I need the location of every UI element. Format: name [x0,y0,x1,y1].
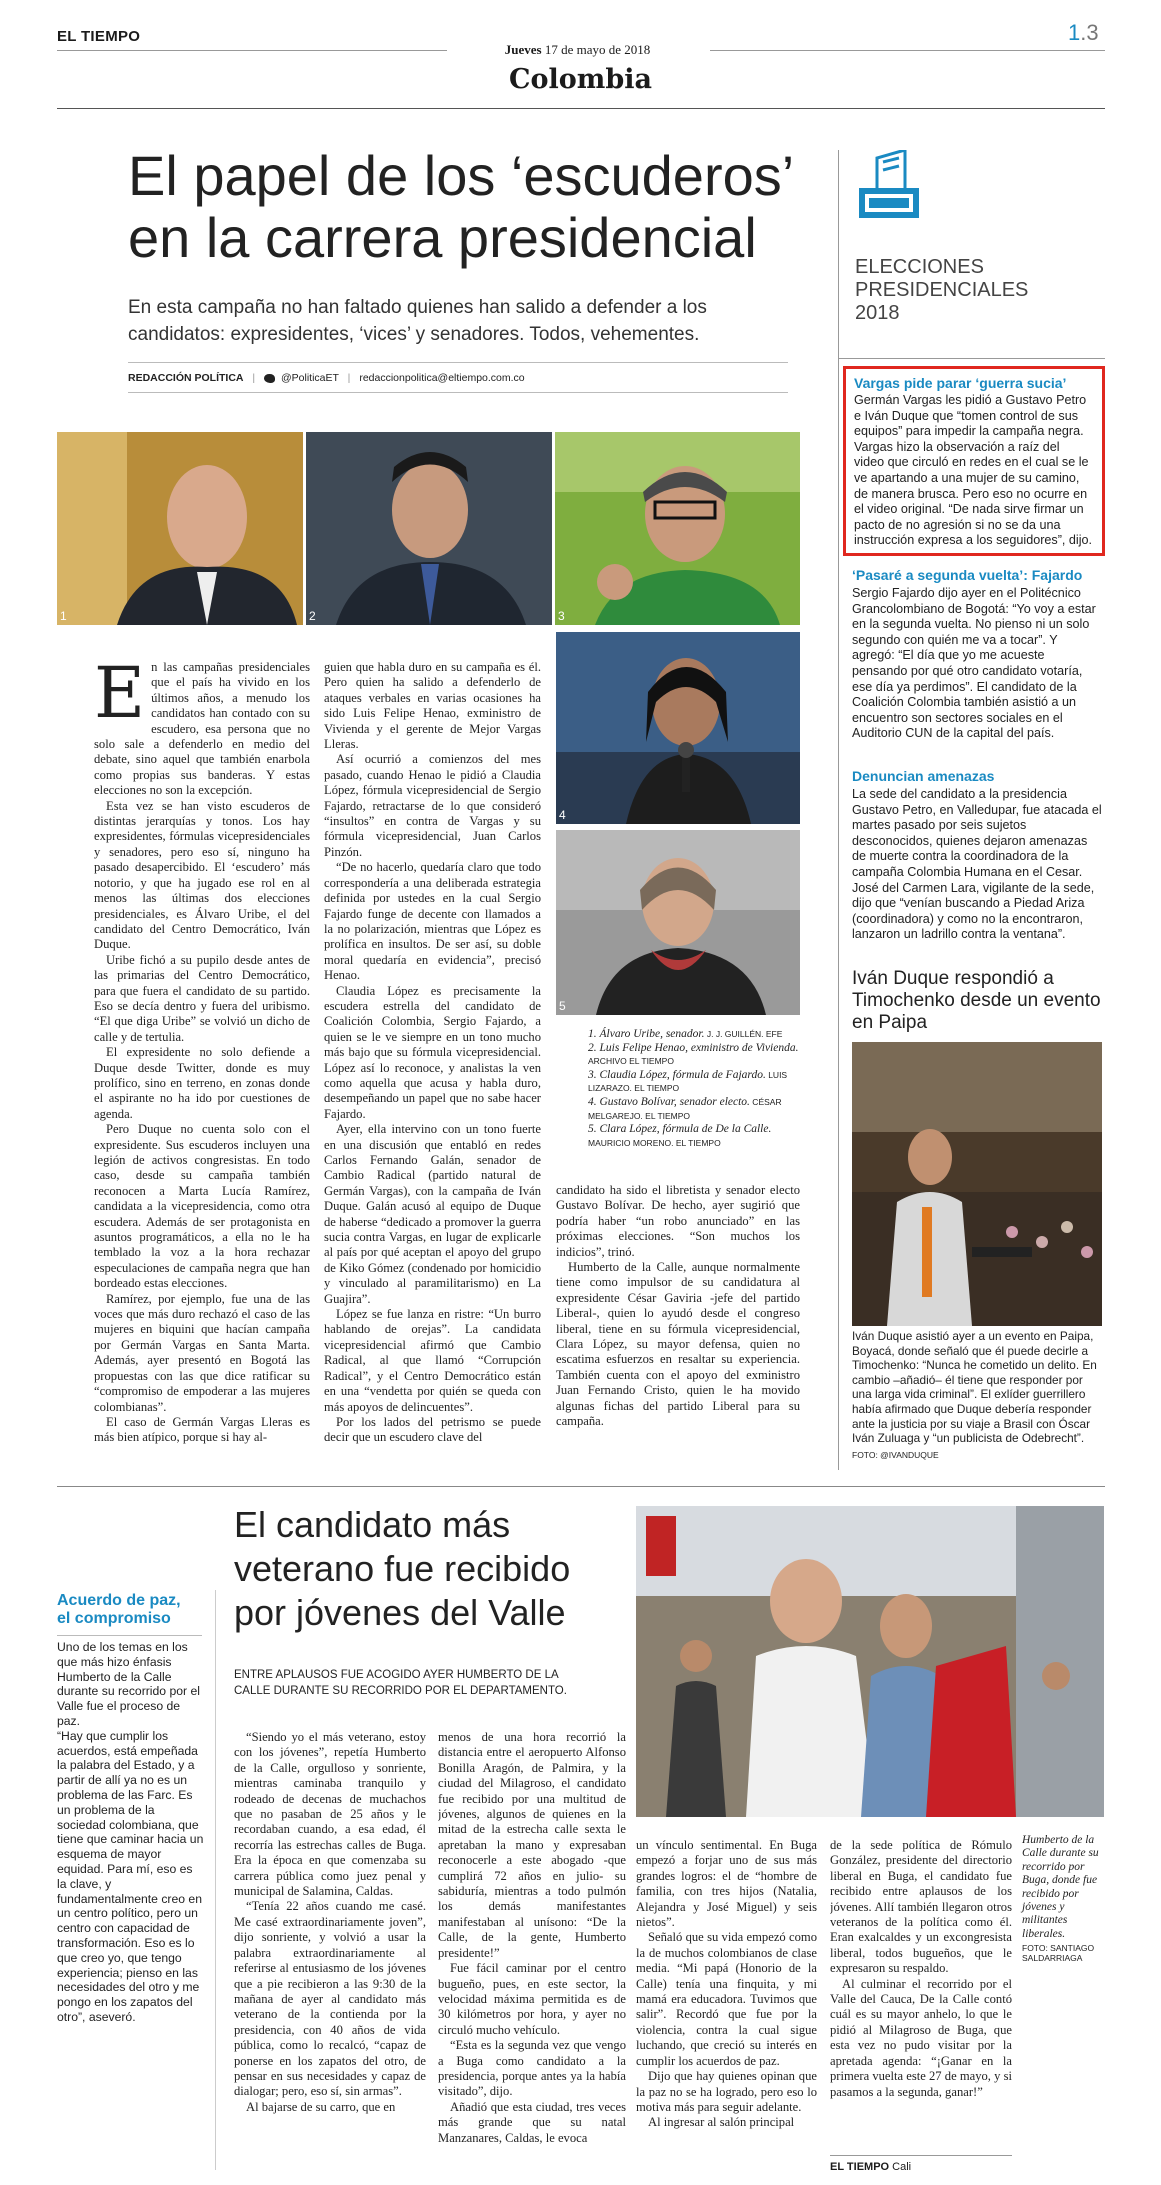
byline-sep-2: | [347,372,351,384]
page-number [1068,20,1099,46]
sidebar-item-amenazas [852,768,1102,943]
peace-sidebar-title-line-2: el compromiso [57,1610,171,1627]
article2-col3-p3: Dijo que hay quienes opinan que la paz no se ha logrado, pero eso lo motiva más para seguir adelante. [636,2069,817,2114]
article-col1-p2: Uribe fichó a su pupilo desde antes de las primarias del Centro Democrático, para que fuera el candidato de su partido. Eso se decía dentro y fuera del uribismo. “El que diga Uribe” se volvió un dicho de calle y de tertulia. [94,952,310,1044]
article2-col1-p3: Al bajarse de su carro, que en [246,2099,396,2114]
sidebar-item-vargas [843,366,1105,556]
article2-title-line-1: El candidato más [234,1504,511,1545]
elections-label [855,256,1028,325]
section-divider [57,1486,1105,1487]
article-col1-p5: Ramírez, por ejemplo, fue una de las voces que más duro rechazó el caso de las mujeres en biquini que hacían campaña por Germán Vargas en Santa Marta. Además, ayer presentó en Bogotá las propuestas con las que dice ratificar su “compromiso de empoderar a las mujeres colombianas”. [94,1291,310,1414]
article-col2-p7: Por los lados del petrismo se puede decir que un escudero clave del [324,1414,541,1445]
header-line-left [57,50,447,51]
brand-logo: EL TIEMPO [57,28,141,45]
byline-twitter[interactable]: @PoliticaET [281,372,339,384]
article-title-line-1: El papel de los ‘escuderos’ [128,144,795,207]
caption-4: 4. Gustavo Bolívar, senador electo. CÉSAR MELGAREJO. EL TIEMPO [588,1095,782,1121]
duque-caption-text: Iván Duque asistió ayer a un evento en Paipa, Boyacá, donde señaló que él puede decirle a Timochenko: “Nunca he cometido un delito. En cambio –añadió– él tiene que responder por una larga vida criminal”. El exlíder guerrillero había afirmado que Duque debería responder ante la justicia por su viaje a Brasil con Óscar Iván Zuluaga y “un publicista de Odebrecht”. [852,1329,1097,1446]
photo-number-1: 1 [60,609,67,623]
signature-city: Cali [889,2161,912,2173]
article2-col2-p1: menos de una hora recorrió la distancia entre el aeropuerto Alfonso Bonilla Aragón, de Palmira, y la ciudad del Milagroso, el candidato fue recibido por una multitud de jóvenes, algunos de quienes en la mitad de la estrecha calle sexta le apretaban la mano y expresaban reconocerle a este abogado -que cumplirá 72 años en julio- su sabiduría, mientras a todo pulmón los demás manifestantes manifestaban al unísono: “De la Calle, de la gente, Humberto presidente!” [438,1730,626,1960]
article2-col3-p1: un vínculo sentimental. En Buga empezó a forjar uno de sus más grandes logros: el de “hombre de familia, con tres hijos (Natalia, Alejandra y José Miguel) y seis nietos”. [636,1838,817,1930]
duque-headline: Iván Duque respondió a Timochenko desde un evento en Paipa [852,968,1101,1033]
photo-de-la-calle [636,1506,1104,1817]
article2-col2-p3: “Esta es la segunda vez que vengo a Buga como candidato a la presidencia, porque antes ya la había visitado”, dijo. [438,2038,626,2099]
peace-sidebar-text [57,1640,204,2025]
article-col2-p2: Así ocurrió a comienzos del mes pasado, cuando Henao le pidió a Claudia López, fórmula vicepresidencial de Sergio Fajardo, retractarse de lo que consideró “insultos” en contra de Vargas y su fórmula vicepresidencial, Juan Carlos Pinzón. [324,752,541,859]
peace-sidebar-p2: “Hay que cumplir los acuerdos, está empeñada la palabra del Estado, y a partir de allí ya no es un problema de las Farc. Es un problema de la sociedad colombiana, que tiene que caminar hacia un esquema de mayor equidad. Para mí, eso es la clave, y fundamentalmente creo en un centro político, pero un centro con capacidad de transformación. Eso es lo que creo yo, que tengo experiencia; pienso en las necesidades del otro y me pongo en los zapatos del otro”, aseveró. [57,1728,204,2024]
article2-col2-p2: Fue fácil caminar por el centro bugueño, pues, en este sector, la velocidad máxima permitida es de 30 kilómetros por hora, y ayer no circuló mucho vehículo. [438,1961,626,2037]
peace-sidebar-divider [215,1590,216,2170]
article2-title-line-2: veterano fue recibido [234,1548,571,1589]
sidebar-item-amenazas-title: Denuncian amenazas [852,768,995,784]
ballot-box-icon [855,150,927,220]
caption-2: 2. Luis Felipe Henao, exministro de Vivienda. ARCHIVO EL TIEMPO [588,1041,799,1067]
issue-day: Jueves [504,42,542,57]
article-col1-p3: El expresidente no solo defiende a Duque desde Twitter, donde es muy prolífico, sino en terreno, en zonas donde el aspirante no ha ido por cuestiones de agenda. [94,1045,310,1121]
article-col2-p6: López se fue lanza en ristre: “Un burro hablando de orejas”. La candidata vicepresidencial afirmó que Cambio Radical, al que llamó “Corrupción Radical”, y el Centro Democrático están en una “vendetta por quién se queda con más apoyos de delincuentes”. [324,1307,541,1414]
twitter-icon [264,374,275,383]
sidebar-item-fajardo-text: Sergio Fajardo dijo ayer en el Politécnico Grancolombiano de Bogotá: “Yo voy a estar en la segunda vuelta. No pienso ni un solo segundo con quién me va a tocar”. Y agregó: “El día que yo me acueste pensando por qué otro candidato votaría, ese día ya perdimos”. El candidato de la Coalición Colombia también asistió a un encuentro son sectores sociales en el Auditorio CUN de la capital del país. [852,586,1096,741]
article2-column-4 [830,1838,1012,2138]
article2-col3-p2: Señaló que su vida empezó como la de muchos colombianos de clase media. “Mi papá (Honorio de la Calle) tenía una finquita, y mi mamá era educadora. Tuvimos que salir”. Recordó que fue por la violencia, contra la cual sigue luchando, que creció su interés en cumplir los acuerdos de paz. [636,1930,817,2068]
article2-col2-p4: Añadió que esta ciudad, tres veces más grande que su natal Manzanares, Caldas, le evoca [438,2099,626,2145]
article2-col3-p4: Al ingresar al salón principal [648,2115,795,2130]
sidebar-divider [838,150,839,1470]
article2-title-line-3: por jóvenes del Valle [234,1592,566,1633]
article-title-line-2: en la carrera presidencial [128,206,757,269]
peace-sidebar-title [57,1592,217,1628]
photo-claudia-lopez [555,432,800,625]
article-subtitle: En esta campaña no han faltado quienes han salido a defender a los candidatos: expresidentes, ‘vices’ y senadores. Todos, vehementes. [128,297,707,345]
article-column-2 [324,660,541,1465]
photo-number-4: 4 [559,808,566,822]
header-line-right [710,50,1105,51]
article-col2-p3: “De no hacerlo, quedaría claro que todo correspondería a una deliberada estrategia definida por ustedes en la cual Sergio Fajardo funge de decente con llamados a la no polarización, mientras que López es prolífica en insultos. De ser así, su doble moral quedaría en evidencia”, precisó Henao. [324,860,541,983]
article-col1-p4: Pero Duque no cuenta solo con el expresidente. Sus escuderos incluyen una legión de activos congresistas. En todo caso, desde su campaña también reconocen a Marta Lucía Ramírez, candidata a la vicepresidencia, como otra escudera. Además de ser protagonista en asuntos programáticos, a ella no le ha temblado la voz a la hora rechazar especulaciones de campaña negra que han bordeado estas elecciones. [94,1122,310,1291]
byline-sep-1: | [252,372,256,384]
caption-5: 5. Clara López, fórmula de De la Calle. MAURICIO MORENO. EL TIEMPO [588,1123,772,1148]
peace-sidebar-p1: Uno de los temas en los que más hizo énfasis Humberto de la Calle durante su recorrido por el Valle fue el proceso de paz. [57,1640,200,1728]
article-col3-p2: Humberto de la Calle, aunque normalmente tiene como impulsor de su candidatura al expresidente César Gaviria -jefe del partido Liberal-, quien lo ayudó desde el congreso liberal, tiene en su fórmula vicepresidencial, Clara López, su mayor defensa, quien no escatima esfuerzos en resaltar su experiencia. También cuenta con el apoyo del exministro Juan Fernando Cristo, quien le ha movido algunas fichas del partido Liberal para su campaña. [556,1260,800,1429]
de-la-calle-caption-text: Humberto de la Calle durante su recorrido por Buga, donde fue recibido por jóvenes y militantes liberales. [1022,1834,1099,1940]
article-col2-p4: Claudia López es precisamente la escudera estrella del candidato de Coalición Colombia, Sergio Fajardo, a quien se le ve siempre en un tono mucho más bajo que su fórmula vicepresidencial. López así lo reconoce, y analistas la ven como aquella que acusa y habla duro, desempeñando un papel que no sabe hacer Fajardo. [324,983,541,1121]
byline-rule-top [128,362,788,363]
article2-title [234,1503,570,1635]
article2-col4-p2: Al culminar el recorrido por el Valle del Cauca, De la Calle contó cuál es su mayor anhelo, lo que le pidió al Milagroso de Buga, que esta vez no pudo visitar por la apretada agenda: “¡Ganar en la primera vuelta este 27 de mayo, y si pasamos a la segunda, ganar!” [830,1976,1012,2099]
article2-col1-p2: “Tenía 22 años cuando me casé. Me casé extraordinariamente joven”, dijo sonriente, y volvió a usar la palabra extraordinariamente al referirse al entusiasmo de los jóvenes que a pie recibieron a las 9:30 de la mañana de ayer al candidato más veterano de la contienda por la presidencia, con 40 años de vida pública, como lo recalcó, “capaz de ponerse en los zapatos del otro, de pensar en sus necesidades y capaz de dialogar; pero, eso sí, sin armas”. [234,1899,426,2099]
duque-caption-credit: FOTO: @IVANDUQUE [852,1449,939,1460]
section-rule [57,108,1105,109]
elections-label-line-1: ELECCIONES [855,256,984,278]
article-title [128,145,794,269]
photo-henao [306,432,552,625]
elections-label-line-2: PRESIDENCIALES [855,279,1029,301]
photo-number-5: 5 [559,999,566,1013]
caption-1: 1. Álvaro Uribe, senador. J. J. GUILLÉN. EFE [588,1028,783,1040]
de-la-calle-caption-credit: FOTO: SANTIAGO SALDARRIAGA [1022,1943,1095,1964]
article-col1-lead: n las campañas presidenciales que el país ha vivido en los últimos años, a menudo los candidatos han contado con su escudero, esa persona que no solo sale a defenderlo en medio del debate, sino aquel que también enarbola como propias sus banderas. Y estas elecciones no son la excepción. [94,660,310,798]
byline-email[interactable]: redaccionpolitica@eltiempo.com.co [359,372,525,384]
article-col2-p1: guien que habla duro en su campaña es él. Pero quien ha salido a defenderlo de ataques verbales en varias ocasiones ha sido Luis Felipe Henao, exministro de Vivienda y el gerente de Mejor Vargas Lleras. [324,660,541,752]
sidebar-item-vargas-text: Germán Vargas les pidió a Gustavo Petro e Iván Duque que “tomen control de sus equipos” para impedir la campaña negra. Vargas hizo la observación a raíz del video que circuló en redes en el cual se le ve apartando a una mujer de su camino, de manera brusca. Pero eso no ocurre en el video original. “De nada sirve firmar un pacto de no agresión si no se da una instrucción expresa a los seguidores”, dijo. [854,393,1093,548]
article2-column-1 [234,1730,426,2170]
photo-number-3: 3 [558,609,565,623]
caption-3: 3. Claudia López, fórmula de Fajardo. LUIS LIZARAZO. EL TIEMPO [588,1068,788,1094]
photo-captions [588,1028,803,1150]
article-col2-p5: Ayer, ella intervino con un tono fuerte en una discusión que entabló en redes Carlos Fernando Galán, senador de Cambio Radical (partido natural de Germán Vargas), con la campaña de Iván Duque. Galán acusó al equipo de Duque de haberse “dedicado a promover la guerra sucia contra Vargas, en lugar de explicarle al país por qué aceptan el apoyo del grupo de Kiko Gómez (condenado por homicidio y vinculado al paramilitarismo) en La Guajira”. [324,1122,541,1306]
drop-cap: E [94,660,146,734]
photo-clara-lopez [556,830,800,1015]
article2-signature [830,2161,911,2173]
article2-column-3 [636,1838,817,2170]
byline [128,372,525,384]
page-number-minor: .3 [1080,20,1099,45]
duque-caption [852,1329,1102,1462]
signature-brand: EL TIEMPO [830,2161,890,2173]
issue-date-rest: 17 de mayo de 2018 [544,42,651,57]
sidebar-item-fajardo [852,567,1102,742]
elections-label-line-3: 2018 [855,302,900,324]
sidebar-item-amenazas-text: La sede del candidato a la presidencia Gustavo Petro, en Valledupar, fue atacada el martes pasado por seis sujetos desconocidos, quienes dejaron amenazas de muerte contra la coordinadora de la campaña Colombia Humana en el Cesar. José del Carmen Lara, vigilante de la sede, dijo que “venían buscando a Piedad Ariza (coordinadora) y como no la encontraron, lanzaron un ladrillo contra la ventana”. [852,787,1102,942]
article2-column-2 [438,1730,626,2170]
article2-kicker: ENTRE APLAUSOS FUE ACOGIDO AYER HUMBERTO DE LA CALLE DURANTE SU RECORRIDO POR EL DEPARTAMENTO. [234,1669,567,1697]
section-title: Colombia [509,64,652,95]
sidebar-item-fajardo-title: ‘Pasaré a segunda vuelta’: Fajardo [852,567,1083,583]
de-la-calle-caption [1022,1834,1106,1963]
article-column-3 [556,1183,800,1465]
signature-rule [830,2155,1012,2156]
sidebar-item-vargas-title: Vargas pide parar ‘guerra sucia’ [854,375,1067,391]
photo-bolivar [556,632,800,824]
article2-col1-p1: “Siendo yo el más veterano, estoy con los jóvenes”, repetía Humberto de la Calle, orgulloso y sonriente, mientras caminaba tranquilo y rodeado de decenas de muchachos que no pasaban de 25 años y le recordaban cuando, a esa edad, él recorría las estrechas calles de Buga. Era la época en que comenzaba su carrera pública como juez penal y municipal de Salamina, Caldas. [234,1730,426,1899]
peace-sidebar-rule [57,1635,202,1636]
byline-rule-bottom [128,392,788,393]
article-col1-p6: El caso de Germán Vargas Lleras es más bien atípico, porque si hay al- [94,1414,310,1445]
article-col3-p1: candidato ha sido el libretista y senador electo Gustavo Bolívar. De hecho, ayer sugirió que podría haber “un robo anunciado” en las próximas elecciones. “Son muchos los indicios”, trinó. [556,1183,800,1259]
page-number-major: 1 [1068,20,1081,45]
article-column-1 [94,660,310,1465]
photo-uribe [57,432,303,625]
photo-duque [852,1042,1102,1326]
issue-date [450,42,705,58]
article-col1-p1: Esta vez se han visto escuderos de distintas jerarquías y tonos. Los hay expresidentes, fórmulas vicepresidenciales y senadores, pero eso sí, ninguno ha pasado desapercibido. El ‘escudero’ más notorio, y que ha jugado ese rol en al menos las últimas dos elecciones presidenciales, es Álvaro Uribe, el del candidato del Centro Democrático, Iván Duque. [94,798,310,952]
sidebar-label-rule [838,358,1105,359]
peace-sidebar-title-line-1: Acuerdo de paz, [57,1592,181,1609]
byline-author: REDACCIÓN POLÍTICA [128,372,244,384]
article2-col4-p1: de la sede política de Rómulo González, presidente del directorio liberal en Buga, el candidato fue recibido entre aplausos de los jóvenes. Allí también llegaron otros veteranos de la política como él. Eran exalcaldes y un excongresista liberal, todos bugueños, que le expresaron su respaldo. [830,1838,1012,1976]
photo-number-2: 2 [309,609,316,623]
